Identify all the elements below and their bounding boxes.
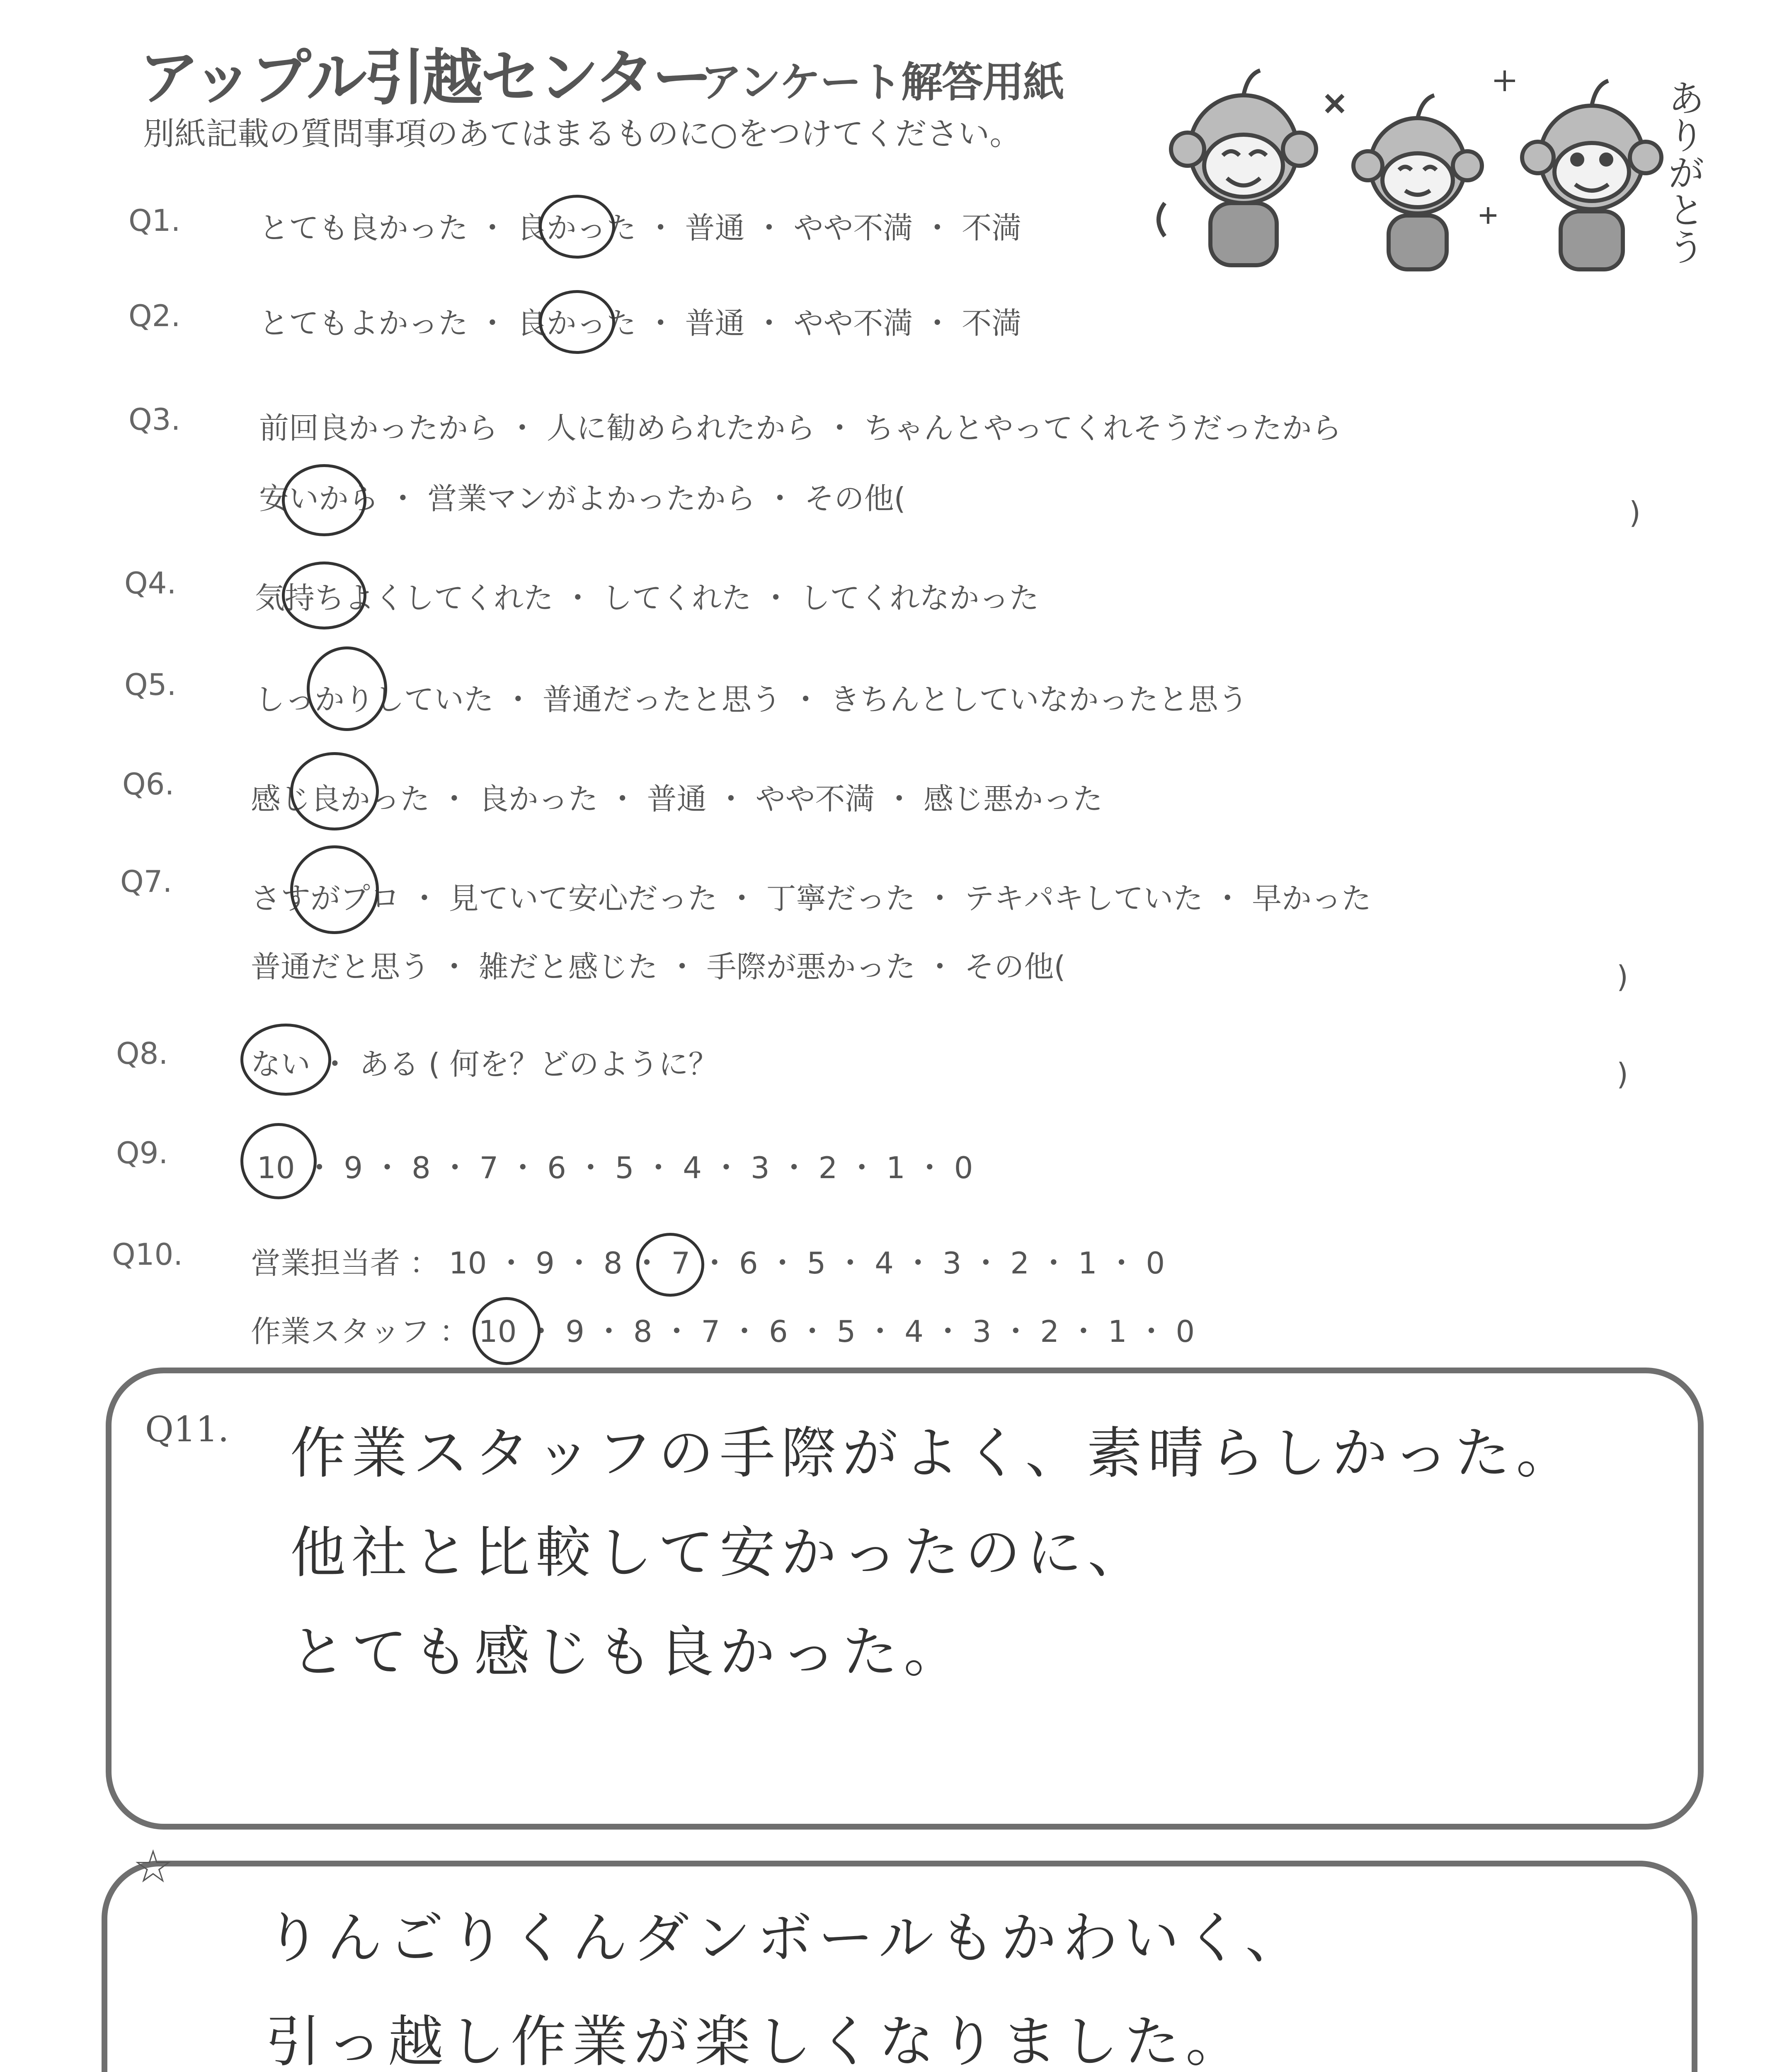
instruction-text: 別紙記載の質問事項のあてはまるものに○をつけてください。	[143, 115, 1021, 152]
q8-selection-circle	[240, 1024, 331, 1096]
q8-options[interactable]: ない ・ ある ( 何を？どのように？	[251, 1047, 718, 1082]
q1-selection-circle	[539, 195, 615, 259]
q8-close-paren: )	[1617, 1057, 1629, 1092]
q1-label: Q1.	[128, 203, 181, 238]
q7-close-paren: )	[1617, 959, 1629, 994]
q6-label: Q6.	[122, 767, 175, 801]
star-icon: ☆	[133, 1840, 174, 1893]
q4-selection-circle	[282, 562, 366, 629]
free-comment-line1: りんごりくんダンボールもかわいく、	[265, 1906, 1307, 1970]
q7-options-line1[interactable]: さすがプロ ・ 見ていて安心だった ・ 丁寧だった ・ テキパキしていた ・ 早かった	[251, 881, 1372, 916]
q8-label: Q8.	[116, 1036, 168, 1071]
q2-label: Q2.	[128, 298, 181, 333]
thanks-text: ありがとう	[1661, 79, 1705, 265]
q6-options[interactable]: 感じ良かった ・ 良かった ・ 普通 ・ やや不満 ・ 感じ悪かった	[251, 782, 1103, 816]
q1-options[interactable]: とても良かった ・ 良かった ・ 普通 ・ やや不満 ・ 不満	[259, 211, 1022, 245]
page-title: アップル引越センター	[139, 43, 710, 113]
q11-comment-line3: とても感じも良かった。	[290, 1620, 965, 1685]
page-subtitle: アンケート解答用紙	[701, 58, 1064, 107]
free-comment-line2: 引っ越し作業が楽しくなりました。	[265, 2009, 1247, 2072]
q5-options[interactable]: しっかりしていた ・ 普通だったと思う ・ きちんとしていなかったと思う	[255, 682, 1248, 717]
q5-label: Q5.	[124, 667, 177, 702]
q3-options-line2[interactable]: 安いから ・ 営業マンがよかったから ・ その他(	[259, 481, 906, 516]
q10-label: Q10.	[112, 1237, 183, 1272]
q9-selection-circle	[240, 1123, 317, 1199]
q10-sales-options[interactable]: 営業担当者 ： 10 ・ 9 ・ 8 ・ 7 ・ 6 ・ 5 ・ 4 ・ 3 ・ 2 ・ 1 ・ 0	[251, 1246, 1165, 1280]
q11-label: Q11.	[145, 1409, 229, 1450]
q5-selection-circle	[307, 646, 387, 731]
q11-comment-line1: 作業スタッフの手際がよく、素晴らしかった。	[290, 1421, 1578, 1486]
q3-options-line1[interactable]: 前回良かったから ・ 人に勧められたから ・ ちゃんとやってくれそうだったから	[259, 411, 1342, 445]
q4-label: Q4.	[124, 566, 177, 600]
q3-label: Q3.	[128, 402, 181, 437]
q2-options[interactable]: とてもよかった ・ 良かった ・ 普通 ・ やや不満 ・ 不満	[259, 306, 1022, 341]
q11-comment-line2: 他社と比較して安かったのに、	[290, 1520, 1149, 1585]
q10-staff-options[interactable]: 作業スタッフ ： 10 ・ 9 ・ 8 ・ 7 ・ 6 ・ 5 ・ 4 ・ 3 ・ 2 ・ 1 ・ 0	[251, 1314, 1195, 1349]
q7-selection-circle	[290, 845, 379, 934]
q4-options[interactable]: 気持ちよくしてくれた ・ してくれた ・ してくれなかった	[255, 581, 1039, 615]
monkey-mascots-illustration	[1148, 46, 1716, 278]
q7-label: Q7.	[120, 864, 172, 899]
q3-selection-circle	[282, 464, 366, 536]
q2-selection-circle	[539, 290, 615, 354]
q10-sales-selection-circle	[636, 1233, 704, 1297]
q10-staff-selection-circle	[473, 1297, 541, 1365]
q7-options-line2[interactable]: 普通だと思う ・ 雑だと感じた ・ 手際が悪かった ・ その他(	[251, 949, 1066, 984]
q9-label: Q9.	[116, 1135, 168, 1170]
q3-close-paren: )	[1629, 495, 1641, 530]
q9-options[interactable]: 10 ・ 9 ・ 8 ・ 7 ・ 6 ・ 5 ・ 4 ・ 3 ・ 2 ・ 1 ・ 0	[257, 1150, 973, 1185]
q6-selection-circle	[290, 752, 379, 830]
